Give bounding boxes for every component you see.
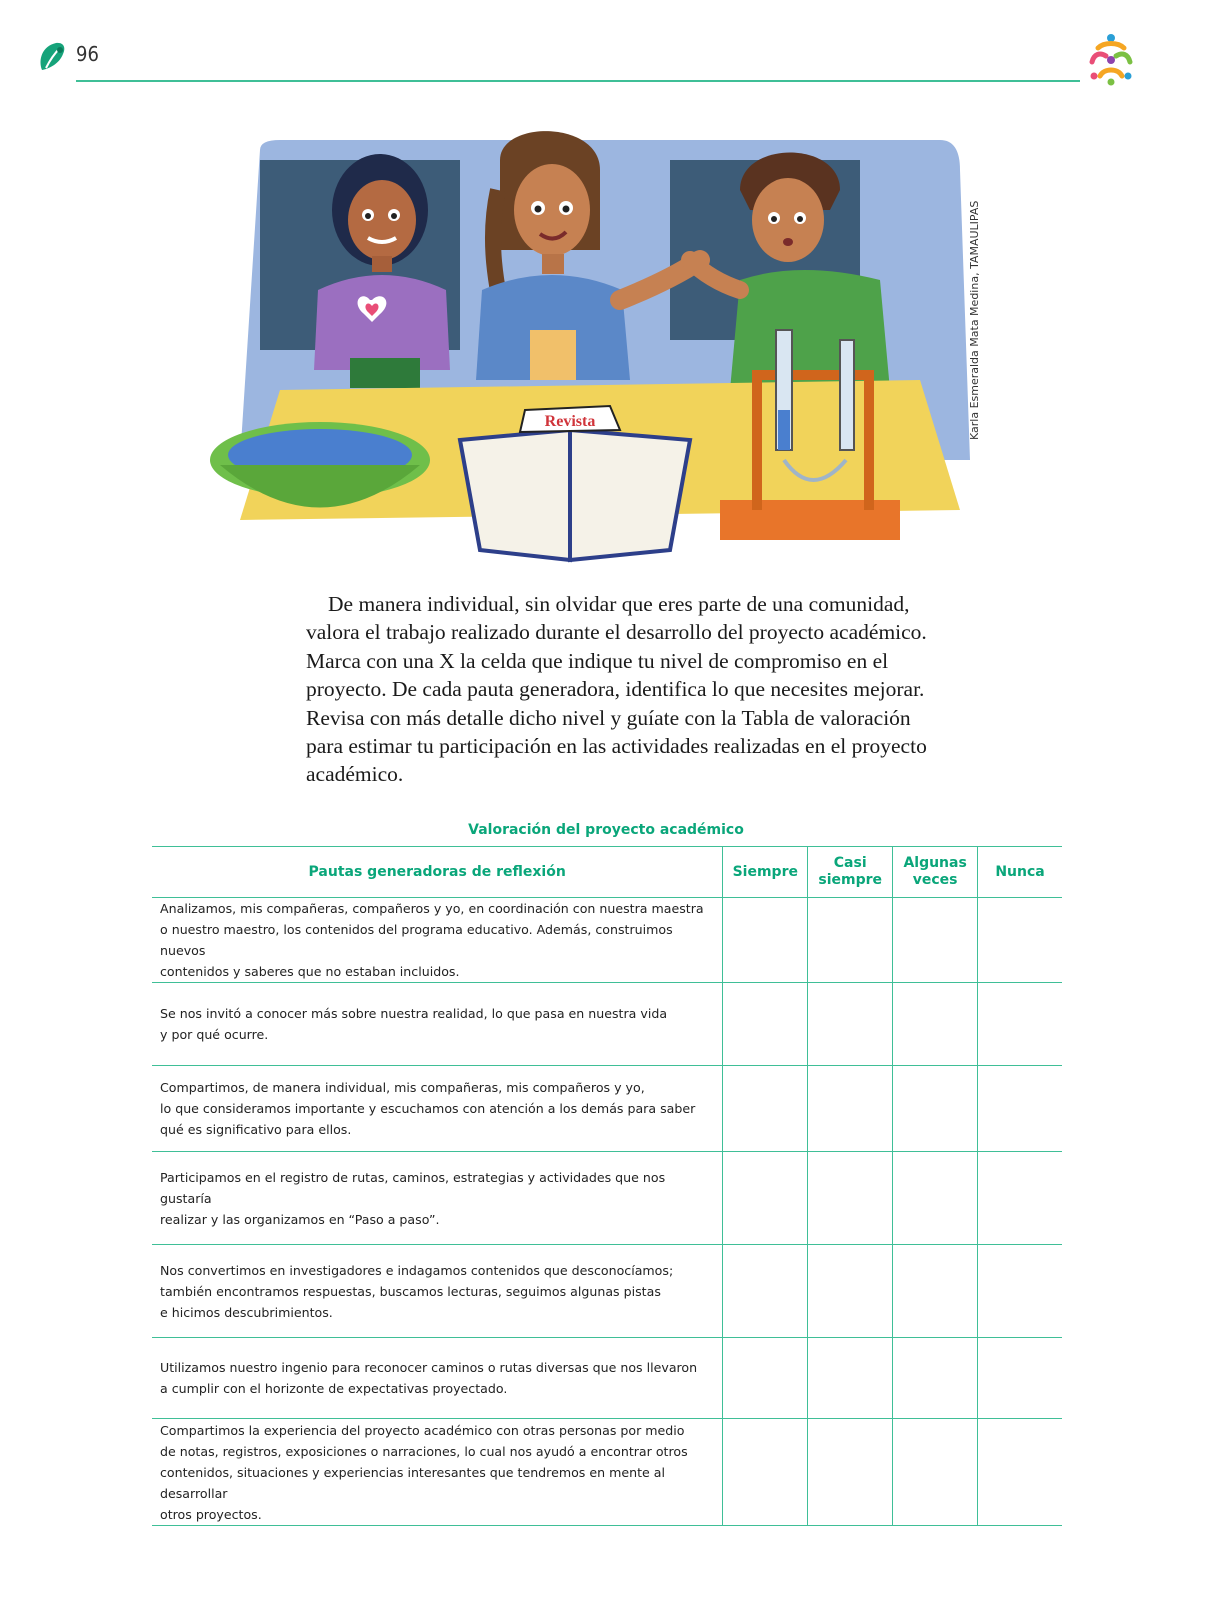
mark-cell-algunas-veces[interactable] bbox=[893, 1245, 978, 1338]
mark-cell-siempre[interactable] bbox=[723, 1066, 808, 1152]
mark-cell-casi-siempre[interactable] bbox=[808, 1245, 893, 1338]
table-row bbox=[152, 1245, 1062, 1338]
mark-cell-siempre[interactable] bbox=[723, 1245, 808, 1338]
mark-cell-algunas-veces[interactable] bbox=[893, 1152, 978, 1245]
table-row bbox=[152, 1338, 1062, 1419]
illustration-credit: Karla Esmeralda Mata Medina, TAMAULIPAS bbox=[968, 200, 981, 440]
mark-cell-casi-siempre[interactable] bbox=[808, 1152, 893, 1245]
mark-cell-algunas-veces[interactable] bbox=[893, 983, 978, 1066]
mark-cell-siempre[interactable] bbox=[723, 898, 808, 983]
table-row bbox=[152, 1419, 1062, 1526]
mark-cell-algunas-veces[interactable] bbox=[893, 1066, 978, 1152]
header-rule bbox=[76, 80, 1080, 82]
header-casi-siempre: Casi siempre bbox=[808, 847, 893, 898]
criterion-text: Analizamos, mis compañeras, compañeros y yo, en coordinación con nuestra maestra o nuestro maestro, los contenidos del programa educativo. Además, construimos nuevos contenidos y saberes que no estaban incluidos. bbox=[152, 898, 723, 983]
criterion-text: Nos convertimos en investigadores e indagamos contenidos que desconocíamos; también encontramos respuestas, buscamos lecturas, seguimos algunas pistas e hicimos descubrimientos. bbox=[152, 1245, 723, 1338]
book-label: Revista bbox=[544, 413, 596, 430]
mark-cell-algunas-veces[interactable] bbox=[893, 898, 978, 983]
mark-cell-siempre[interactable] bbox=[723, 1419, 808, 1526]
page-number: 96 bbox=[76, 42, 99, 66]
header-criteria: Pautas generadoras de reflexión bbox=[152, 847, 723, 898]
mark-cell-algunas-veces[interactable] bbox=[893, 1419, 978, 1526]
criterion-text: Se nos invitó a conocer más sobre nuestra realidad, lo que pasa en nuestra vida y por qué ocurre. bbox=[152, 983, 723, 1066]
mark-cell-casi-siempre[interactable] bbox=[808, 1338, 893, 1419]
mark-cell-nunca[interactable] bbox=[978, 1419, 1062, 1526]
mark-cell-siempre[interactable] bbox=[723, 1152, 808, 1245]
mark-cell-casi-siempre[interactable] bbox=[808, 1419, 893, 1526]
table-header-row bbox=[152, 847, 1062, 898]
instructions-paragraph: De manera individual, sin olvidar que eres parte de una comunidad, valora el trabajo realizado durante el desarrollo del proyecto académico. Marca con una X la celda que indique tu nivel de compromiso en el proyecto. De cada pauta generadora, identifica lo que necesites mejorar. Revisa con más detalle dicho nivel y guíate con la Tabla de valoración para estimar tu participación en las actividades realizadas en el proyecto académico. bbox=[306, 592, 927, 787]
mark-cell-siempre[interactable] bbox=[723, 1338, 808, 1419]
table-row bbox=[152, 1066, 1062, 1152]
table-row bbox=[152, 898, 1062, 983]
header-algunas-veces: Algunas veces bbox=[893, 847, 978, 898]
header-nunca: Nunca bbox=[978, 847, 1062, 898]
mark-cell-algunas-veces[interactable] bbox=[893, 1338, 978, 1419]
mark-cell-siempre[interactable] bbox=[723, 983, 808, 1066]
mark-cell-nunca[interactable] bbox=[978, 1066, 1062, 1152]
mark-cell-casi-siempre[interactable] bbox=[808, 983, 893, 1066]
program-logo bbox=[1084, 32, 1138, 86]
table-row bbox=[152, 1152, 1062, 1245]
mark-cell-nunca[interactable] bbox=[978, 1338, 1062, 1419]
valuation-table bbox=[152, 846, 1062, 1526]
mark-cell-nunca[interactable] bbox=[978, 1152, 1062, 1245]
mark-cell-nunca[interactable] bbox=[978, 1245, 1062, 1338]
criterion-text: Utilizamos nuestro ingenio para reconocer caminos o rutas diversas que nos llevaron a cumplir con el horizonte de expectativas proyectado. bbox=[152, 1338, 723, 1419]
leaf-icon bbox=[36, 40, 68, 74]
table-row bbox=[152, 983, 1062, 1066]
mark-cell-nunca[interactable] bbox=[978, 983, 1062, 1066]
mark-cell-casi-siempre[interactable] bbox=[808, 1066, 893, 1152]
page-header bbox=[0, 0, 1214, 100]
mark-cell-nunca[interactable] bbox=[978, 898, 1062, 983]
criterion-text: Compartimos la experiencia del proyecto académico con otras personas por medio de notas, registros, exposiciones o narraciones, lo cual nos ayudó a encontrar otros contenidos, situaciones y experiencias interesantes que tendremos en mente al desarrollar otros proyectos. bbox=[152, 1419, 723, 1526]
criterion-text: Participamos en el registro de rutas, caminos, estrategias y actividades que nos gustaría realizar y las organizamos en “Paso a paso”. bbox=[152, 1152, 723, 1245]
students-illustration bbox=[200, 130, 1000, 580]
table-title: Valoración del proyecto académico bbox=[468, 822, 744, 838]
criterion-text: Compartimos, de manera individual, mis compañeras, mis compañeros y yo, lo que consideramos importante y escuchamos con atención a los demás para saber qué es significativo para ellos. bbox=[152, 1066, 723, 1152]
mark-cell-casi-siempre[interactable] bbox=[808, 898, 893, 983]
header-siempre: Siempre bbox=[723, 847, 808, 898]
